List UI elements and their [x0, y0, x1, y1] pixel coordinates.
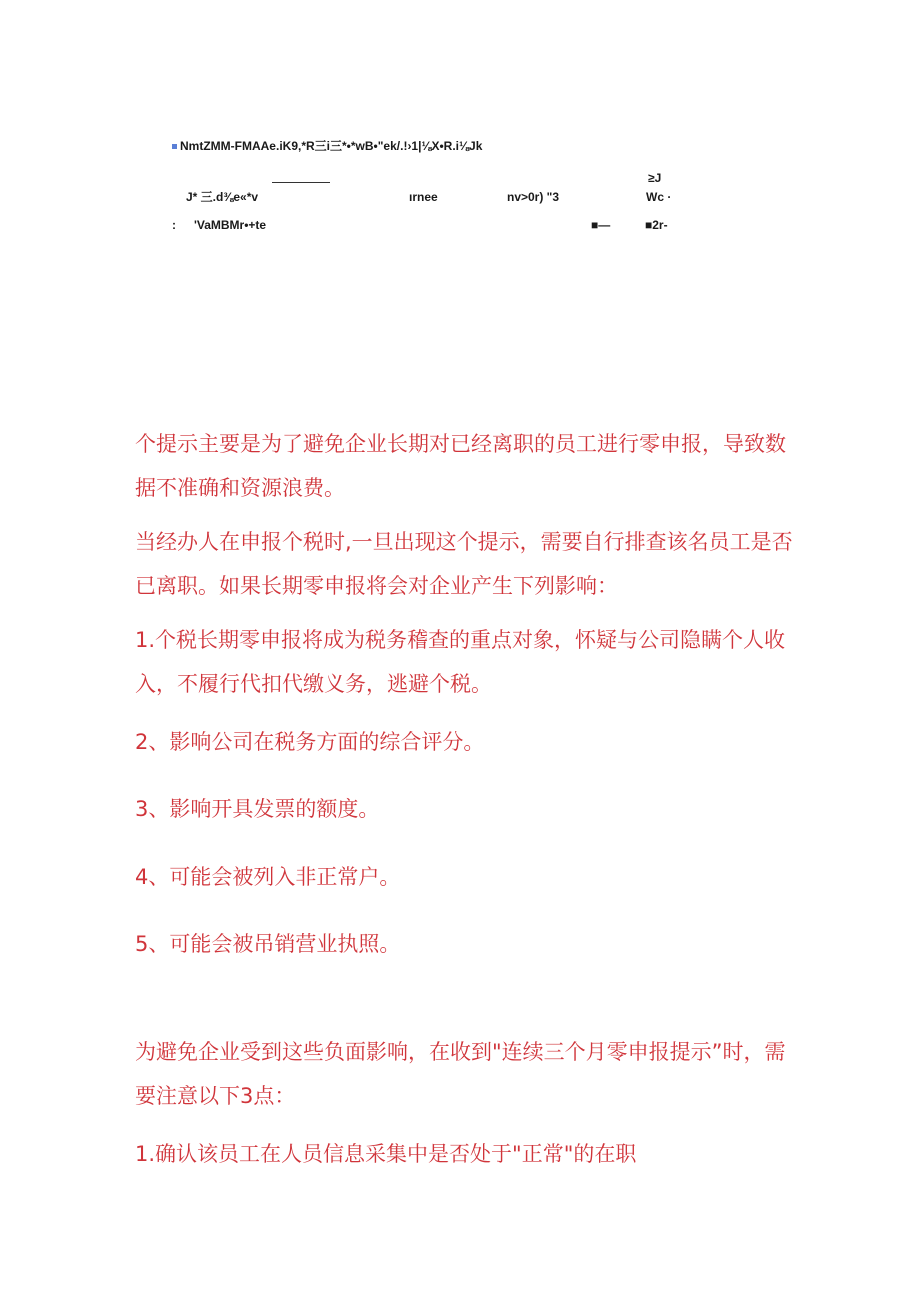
paragraph-impact-4: 4、可能会被列入非正常户。 [135, 865, 401, 889]
header-line-2-right: Wc · [646, 190, 672, 204]
header-line-1-text: NmtZMM-FMAAe.iK9,*R三i三*•*wB•"ek/.!›1|⅛X•R.i⅛Jk [180, 139, 483, 153]
header-line-3-left: 'VaMBMr•+te [194, 218, 267, 232]
paragraph-impact-3: 3、影响开具发票的额度。 [135, 797, 380, 821]
paragraph-check-employee: 当经办人在申报个税时,一旦出现这个提示，需要自行排查该名员工是否已离职。如果长期零申报将会对企业产生下列影响： [135, 530, 793, 598]
header-line-3-right: ■2r- [645, 218, 668, 232]
paragraph-impact-1: 1.个税长期零申报将成为税务稽查的重点对象，怀疑与公司隐瞒个人收入，不履行代扣代缴义务，逃避个税。 [135, 628, 786, 696]
paragraph-impact-2: 2、影响公司在税务方面的综合评分。 [135, 730, 485, 754]
blue-bullet-icon [172, 144, 177, 149]
header-line-3-mid: ■— [591, 218, 611, 232]
paragraph-avoid: 为避免企业受到这些负面影响，在收到"连续三个月零申报提示”时，需要注意以下3点： [135, 1040, 786, 1108]
underline-rule [272, 182, 330, 183]
header-line-2-left: J* 三.d⅜e«*v [186, 190, 259, 204]
paragraph-impact-5: 5、可能会被吊销营业执照。 [135, 932, 401, 956]
header-line-2-mid1: ırnee [409, 190, 438, 204]
header-right-top: ≥J [648, 171, 662, 185]
header-line-1 [172, 139, 482, 153]
paragraph-step-1: 1.确认该员工在人员信息采集中是否处于"正常"的在职 [135, 1142, 637, 1166]
header-line-3-colon: : [172, 218, 176, 232]
paragraph-intro: 个提示主要是为了避免企业长期对已经离职的员工进行零申报，导致数据不准确和资源浪费。 [135, 432, 786, 500]
header-line-2-mid2: nv>0r) "3 [507, 190, 560, 204]
